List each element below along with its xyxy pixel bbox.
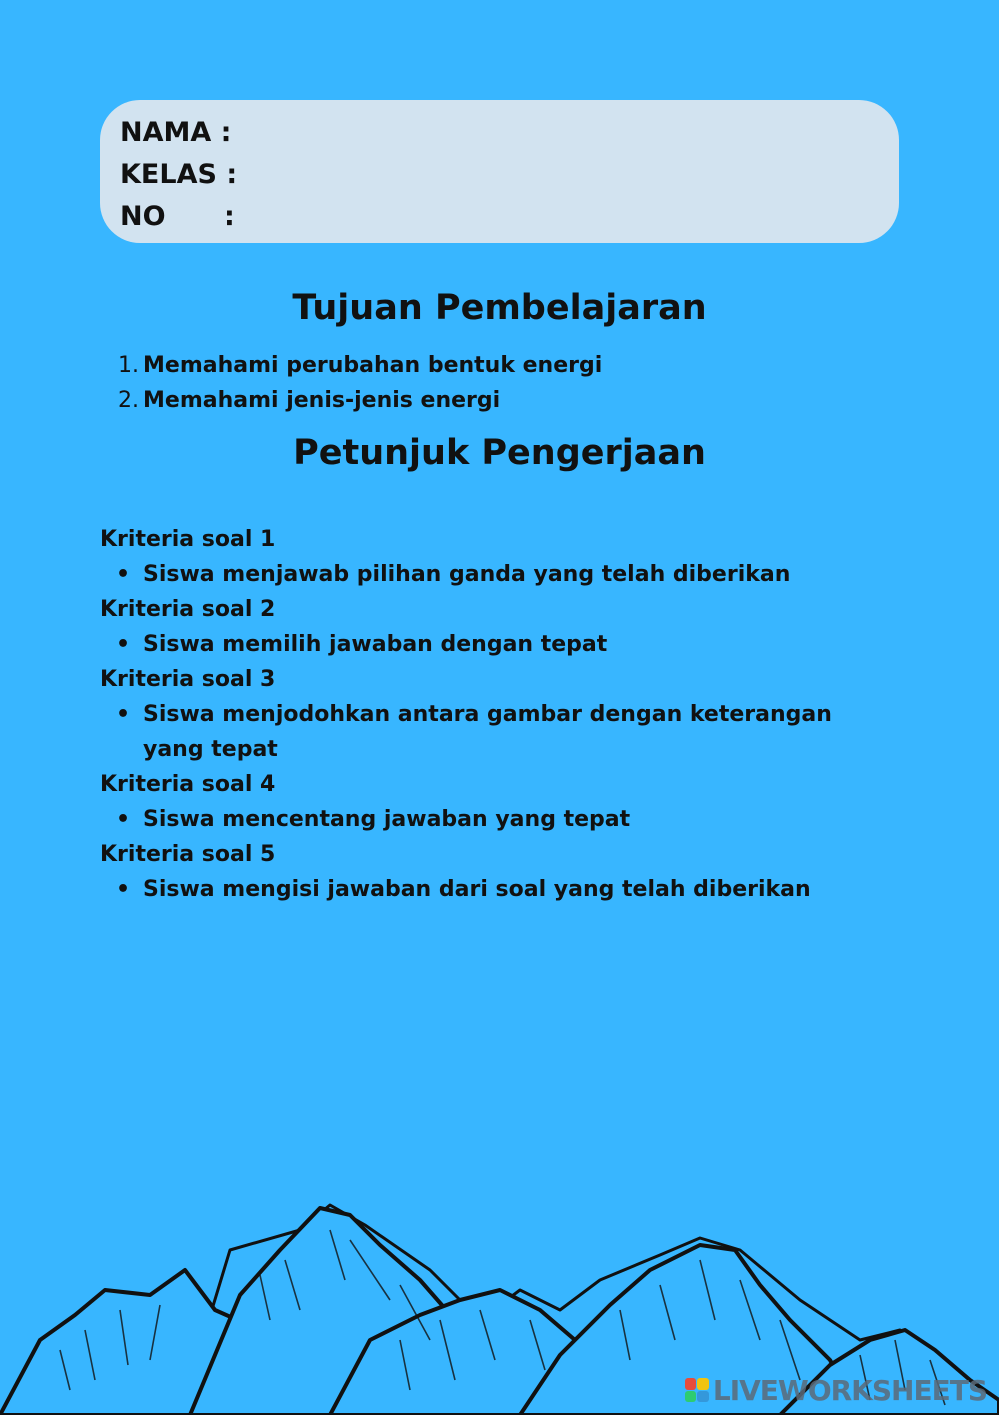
criteria-title: Kriteria soal 5 (100, 842, 276, 867)
bullet: • (116, 562, 131, 587)
goal-text: Memahami jenis-jenis energi (143, 388, 501, 413)
criteria-title: Kriteria soal 2 (100, 597, 276, 622)
criteria-title: Kriteria soal 4 (100, 772, 276, 797)
criteria-item (100, 802, 880, 837)
bullet: • (116, 807, 131, 832)
criteria-text: Siswa mencentang jawaban yang tepat (143, 807, 631, 832)
liveworksheets-logo-icon (685, 1378, 709, 1402)
no-row (120, 196, 899, 238)
bullet: • (116, 702, 131, 727)
criteria-text: Siswa menjodohkan antara gambar dengan keterangan yang tepat (143, 702, 832, 762)
petunjuk-title: Petunjuk Pengerjaan (293, 433, 706, 473)
logo-square (685, 1378, 697, 1390)
tujuan-title: Tujuan Pembelajaran (292, 288, 707, 328)
criteria-text: Siswa mengisi jawaban dari soal yang telah diberikan (143, 877, 811, 902)
goal-number: 2. (118, 388, 139, 413)
criteria-text: Siswa memilih jawaban dengan tepat (143, 632, 608, 657)
liveworksheets-watermark (685, 1372, 987, 1408)
goal-number: 1. (118, 353, 139, 378)
student-identity-box (100, 100, 899, 243)
criteria-item (100, 697, 880, 767)
kelas-label: KELAS : (120, 159, 238, 190)
no-label: NO (120, 201, 166, 232)
kelas-row (120, 154, 899, 196)
criteria-item (100, 872, 880, 907)
logo-square (697, 1391, 709, 1403)
criteria-item (100, 557, 880, 592)
goal-item (118, 348, 602, 383)
criteria-title: Kriteria soal 1 (100, 527, 276, 552)
criteria-text: Siswa menjawab pilihan ganda yang telah diberikan (143, 562, 791, 587)
criteria-title: Kriteria soal 3 (100, 667, 276, 692)
nama-row (120, 112, 899, 154)
nama-label: NAMA : (120, 117, 232, 148)
liveworksheets-text: LIVEWORKSHEETS (712, 1373, 987, 1407)
logo-square (685, 1391, 697, 1403)
bullet: • (116, 877, 131, 902)
goal-item (118, 383, 602, 418)
goal-text: Memahami perubahan bentuk energi (143, 353, 603, 378)
criteria-item (100, 627, 880, 662)
no-colon: : (224, 201, 235, 232)
logo-square (697, 1378, 709, 1390)
learning-goals-list (118, 348, 602, 418)
criteria-list (100, 522, 880, 907)
bullet: • (116, 632, 131, 657)
